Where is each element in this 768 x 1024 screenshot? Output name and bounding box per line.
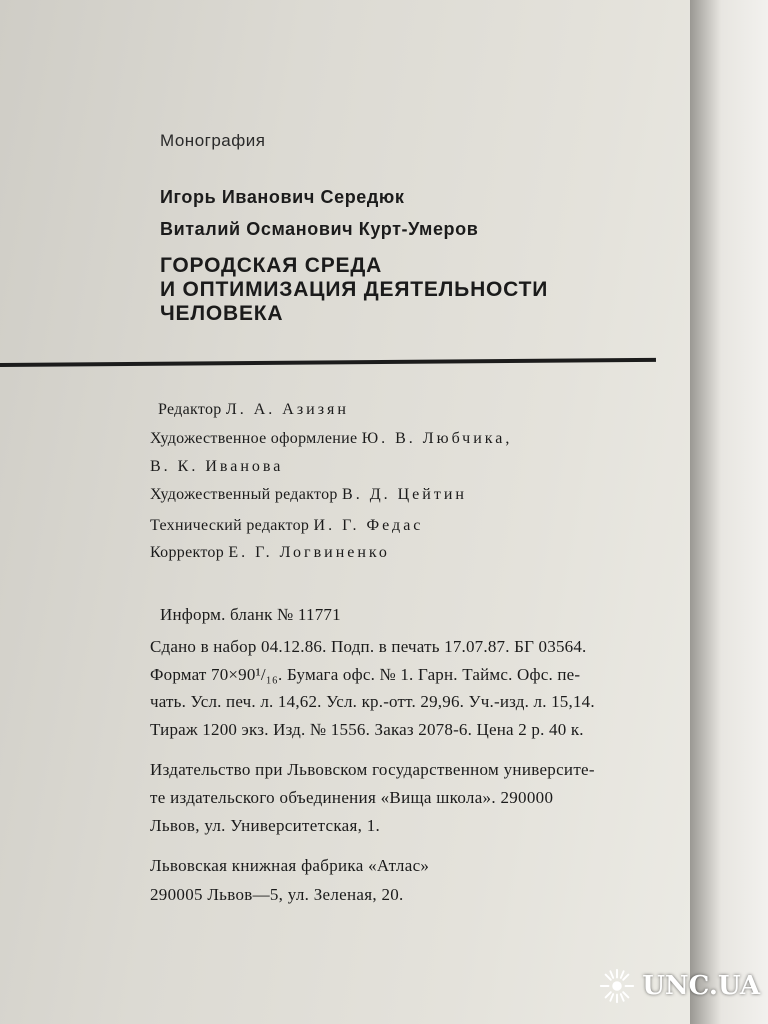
book-title-line-2: И ОПТИМИЗАЦИЯ ДЕЯТЕЛЬНОСТИ: [160, 278, 549, 301]
credit-design-name-1: Ю. В. Любчика,: [361, 430, 513, 447]
credit-tech-editor-role: Технический редактор: [150, 517, 310, 534]
book-title-line-1: ГОРОДСКАЯ СРЕДА: [160, 254, 383, 277]
credit-editor: [158, 401, 349, 419]
imprint-line-2: Формат 70×90¹/₁₆. Бумага офс. № 1. Гарн. Таймс. Офс. пе-: [150, 665, 581, 684]
imprint-line-1: Сдано в набор 04.12.86. Подп. в печать 17.07.87. БГ 03564.: [150, 637, 587, 656]
credit-tech-editor-name: И. Г. Федас: [313, 517, 424, 534]
printer-line-2: 290005 Львов—5, ул. Зеленая, 20.: [150, 885, 404, 904]
watermark-text: UNC.UA: [642, 971, 760, 1001]
publisher-line-3: Львов, ул. Университетская, 1.: [150, 816, 381, 835]
imprint-line-3: чать. Усл. печ. л. 14,62. Усл. кр.-отт. 29,96. Уч.-изд. л. 15,14.: [150, 692, 595, 711]
credit-art-editor: [150, 486, 467, 504]
credit-proofreader-role: Корректор: [150, 544, 225, 561]
credit-art-editor-name: В. Д. Цейтин: [342, 486, 467, 503]
imprint-form-number: Информ. бланк № 11771: [160, 605, 341, 624]
credit-design-name-2: В. К. Иванова: [150, 458, 284, 475]
imprint-line-4: Тираж 1200 экз. Изд. № 1556. Заказ 2078-6. Цена 2 р. 40 к.: [150, 720, 584, 739]
credit-tech-editor: [150, 517, 423, 535]
genre-label: Монография: [160, 131, 266, 150]
watermark: [598, 966, 760, 1006]
page-edge-shadow: [690, 0, 768, 1024]
credit-design: [150, 430, 512, 448]
printer-line-1: Львовская книжная фабрика «Атлас»: [150, 856, 430, 875]
author-2: Виталий Османович Курт-Умеров: [160, 219, 479, 239]
publisher-line-1: Издательство при Львовском государственном университе-: [150, 760, 595, 779]
credit-editor-role: Редактор: [158, 401, 222, 418]
credit-proofreader-name: Е. Г. Логвиненко: [228, 544, 390, 561]
book-title-line-3: ЧЕЛОВЕКА: [160, 302, 284, 325]
credit-design-role: Художественное оформление: [150, 430, 358, 447]
credit-editor-name: Л. А. Азизян: [225, 401, 349, 418]
publisher-line-2: те издательского объединения «Вища школа». 290000: [150, 788, 554, 807]
credit-art-editor-role: Художественный редактор: [150, 486, 338, 503]
sunburst-emblem-icon: [598, 967, 636, 1005]
author-1: Игорь Иванович Середюк: [160, 187, 405, 207]
credit-proofreader: [150, 544, 390, 562]
